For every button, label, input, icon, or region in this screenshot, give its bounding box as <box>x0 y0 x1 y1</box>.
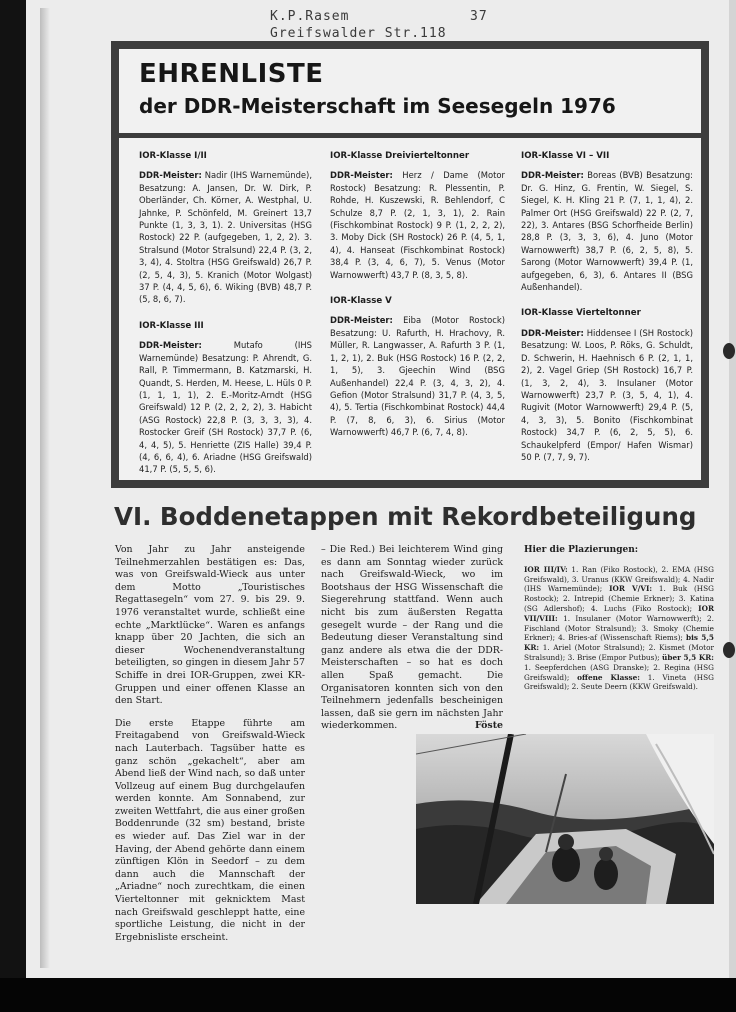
binding-hole <box>723 642 735 658</box>
sailing-photo <box>416 734 714 904</box>
owner-stamp-address: Greifswalder Str.118 <box>270 26 447 41</box>
class-result: DDR-Meister: Mutafo (IHS Warnemünde) Besatzung: P. Ahrendt, G. Rall, P. Timmermann, B. Katzmarski, H. Quandt, S. Herden, M. Heese, L. Hüls 0 P. (1, 1, 1, 1), 2. E.-Moritz-Arndt (HSG Greifswald) 12 P. (2, 2, 2, 2), 3. Habicht (ASG Rostock) 22,8 P. (3, 3, 3, 3), 4. Rostocker Greif (SH Rostock) 37,7 P. (6, 4, 4, 5), 5. Henriette (ZIS Halle) 39,4 P. (4, 6, 6, 4), 6. Ariadne (HSG Greifswald) 41,7 P. (5, 5, 5, 6). <box>139 340 312 475</box>
article-paragraph: Von Jahr zu Jahr ansteigende Teilnehmerzahlen bestätigen es: Das, was von Greifswald-Wieck aus unter dem Motto „Touristisches Regattasegeln“ vom 27. 9. bis 29. 9. 1976 veranstaltet wurde, schließt eine echte „Marktlücke“. Waren es anfangs knapp über 20 Jachten, die sich an dieser Wochenendveranstaltung beteiligten, so gingen in diesem Jahr 57 Schiffe in drei IOR-Gruppen, zwei KR-Gruppen und einer offenen Klasse an den Start. <box>115 544 305 707</box>
honor-column-3 <box>521 150 693 473</box>
class-heading: IOR-Klasse Vierteltonner <box>521 308 641 319</box>
article-column-2 <box>321 544 503 743</box>
class-heading: IOR-Klasse III <box>139 320 204 331</box>
placing-entry: offene Klasse: 1. Vineta (HSG Greifswald); 2. Seute Deern (KKW Greifswald). <box>524 672 714 692</box>
placing-entry: IOR VII/VIII: 1. Insulaner (Motor Warnowwerft); 2. Fischland (Motor Stralsund); 3. Smoky (Chemie Erkner); 4. Bries-af (Wissenschaft Riems); <box>524 603 715 643</box>
class-result: DDR-Meister: Nadir (IHS Warnemünde), Besatzung: A. Jansen, Dr. W. Dirk, P. Oberländer, Ch. Körner, A. Westphal, U. Jahnke, P. Schönfeld, M. Greinert 13,7 Punkte (1, 3, 3, 1). 2. Universitas (HSG Rostock) 22 P. (aufgegeben, 1, 2, 2). 3. Stralsund (Motor Stralsund) 22,4 P. (3, 2, 3, 4), 4. Stoltra (HSG Greifswald) 26,7 P. (2, 5, 4, 3), 5. Kranich (Motor Wolgast) 37 P. (4, 4, 5, 6), 6. Wiking (BVB) 48,7 P. (5, 8, 6, 7). <box>139 170 312 305</box>
honor-list-subtitle: der DDR-Meisterschaft im Seesegeln 1976 <box>139 94 616 118</box>
page-edge <box>729 0 736 978</box>
class-result: DDR-Meister: Herz / Dame (Motor Rostock) Besatzung: R. Plessentin, P. Rohde, H. Kuszewski, R. Behlendorf, C Schulze 8,7 P. (2, 1, 3, 1), 2. Rain (Fischkombinat Rostock) 9 P. (1, 2, 2, 2), 3. Moby Dick (SH Rostock) 26 P. (4, 5, 1, 4), 4. Hanseat (Fischkombinat Rostock) 38,4 P. (3, 4, 6, 7), 5. Venus (Motor Warnowwerft) 43,7 P. (8, 3, 5, 8). <box>330 170 505 280</box>
class-heading: IOR-Klasse V <box>330 296 392 307</box>
scan-background-left <box>0 0 26 1012</box>
sailing-photo-image <box>416 734 714 904</box>
class-heading: IOR-Klasse Dreivierteltonner <box>330 151 470 161</box>
article-paragraph: Die erste Etappe führte am Freitagabend von Greifswald-Wieck nach Lauterbach. Tagsüber hatte es ganz schön „gekachelt“, aber am Abend ließ der Wind nach, so daß unter Vollzeug auf einem Bug durchgelaufen werden konnte. Am Sonnabend, zur zweiten Wettfahrt, die aus einer großen Boddenrunde (32 sm) bestand, briste es wieder auf. Das Ziel war in der Having, der Abend gehörte dann einem zünftigen Klön in Seedorf – zu dem dann auch die Mannschaft der „Ariadne“ noch zurechtkam, die einen Vierteltonner mit geknicktem Mast nach Greifswald geschleppt hatte, eine sportliche Leistung, die nicht in der Ergebnisliste erscheint. <box>115 717 305 943</box>
binding-hole <box>723 343 735 359</box>
page-fold-shadow <box>40 8 50 968</box>
honor-list-box <box>111 41 709 488</box>
article-column-1 <box>115 544 305 954</box>
scan-background-bottom <box>0 978 736 1012</box>
class-heading: IOR-Klasse VI – VII <box>521 151 610 161</box>
class-result: DDR-Meister: Eiba (Motor Rostock) Besatzung: U. Rafurth, H. Hrachovy, R. Müller, R. Langwasser, A. Rafurth 3 P. (1, 1, 2, 1), 2. Buk (HSG Rostock) 16 P. (2, 2, 1, 5), 3. Gjeechin Wind (BSG Außenhandel) 22,4 P. (3, 4, 3, 2), 4. Gefion (Motor Stralsund) 31,7 P. (4, 3, 5, 4), 5. Tertia (Fischkombinat Rostock) 44,4 P. (7, 8, 6, 3), 6. Sirius (Motor Warnowwerft) 46,7 P. (6, 7, 4, 8). <box>330 315 506 438</box>
class-result: DDR-Meister: Hiddensee I (SH Rostock) Besatzung: W. Loos, P. Röks, G. Schuldt, D. Schwerin, H. Haehnisch 6 P. (2, 1, 1, 2), 2. Vagel Griep (SH Rostock) 16,7 P. (1, 3, 2, 4), 3. Insulaner (Motor Warnowwerft) 23,7 P. (3, 5, 4, 1), 4. Rugivit (Motor Warnowwerft) 29,4 P. (5, 4, 3, 3), 5. Bonito (Fischkombinat Rostock) 34,7 P. (6, 2, 5, 5), 6. Schaukelpferd (Empor/ Hafen Wismar) 50 P. (7, 7, 9, 7). <box>521 327 693 462</box>
article-author: Föste <box>475 720 503 732</box>
honor-column-1 <box>139 150 312 486</box>
placings-heading: Hier die Plazierungen: <box>524 545 639 555</box>
article-paragraph: – Die Red.) Bei leichterem Wind ging es dann am Sonntag wieder zurück nach Greifswald-Wieck, wo im Bootshaus der HSG Wissenschaft die Siegerehrung stattfand. Wenn auch nicht bis zum äußersten Regatta gesegelt wurde – der Rang und die Bedeutung dieser Veranstaltung sind ganz andere als etwa die der DDR-Meisterschaften – so hat es doch allen Spaß gemacht. Die Organisatoren konnten sich von den Teilnehmern jedenfalls bescheinigen lassen, daß sie gern im nächsten Jahr wiederkommen. Föste <box>321 544 503 732</box>
class-result: DDR-Meister: Boreas (BVB) Besatzung: Dr. G. Hinz, G. Frentin, W. Siegel, S. Siegel, K. H. Kling 21 P. (7, 1, 1, 4), 2. Palmer Ort (HSG Greifswald) 22 P. (2, 7, 22), 3. Antares (BSG Schorfheide Berlin) 28,8 P. (3, 3, 3, 6), 4. Juno (Motor Warnowwerft) 38,7 P. (6, 2, 5, 8), 5. Sarong (Motor Warnowwerft) 39,4 P. (1, aufgegeben, 6, 3), 6. Antares II (BSG Außenhandel). <box>521 170 693 293</box>
owner-stamp-name: K.P.Rasem <box>270 9 350 24</box>
divider <box>119 133 701 138</box>
placing-entry: IOR V/VI: 1. Buk (HSG Rostock); 2. Intrepid (Chemie Erkner); 3. Katina (SG Adlershof); 4. Luchs (Fiko Rostock); <box>524 584 714 613</box>
honor-column-2 <box>330 150 505 449</box>
honor-list-title: EHRENLISTE <box>139 59 324 89</box>
page-number: 37 <box>470 9 488 24</box>
placing-entry: IOR III/IV: 1. Ran (Fiko Rostock), 2. EMA (HSG Greifswald), 3. Uranus (KKW Greifswald); 4. Nadir (IHS Warnemünde); <box>524 564 714 594</box>
class-heading: IOR-Klasse I/II <box>139 151 207 161</box>
placing-entry: bis 5,5 KR: 1. Ariel (Motor Stralsund); 2. Kismet (Motor Stralsund); 3. Brise (Empor Putbus); <box>524 633 714 662</box>
placing-entry: über 5,5 KR: 1. Seepferdchen (ASG Dranske); 2. Regina (HSG Greifswald); <box>524 652 714 682</box>
placings-list <box>524 546 714 692</box>
article-title: VI. Boddenetappen mit Rekordbeteiligung <box>114 502 697 531</box>
